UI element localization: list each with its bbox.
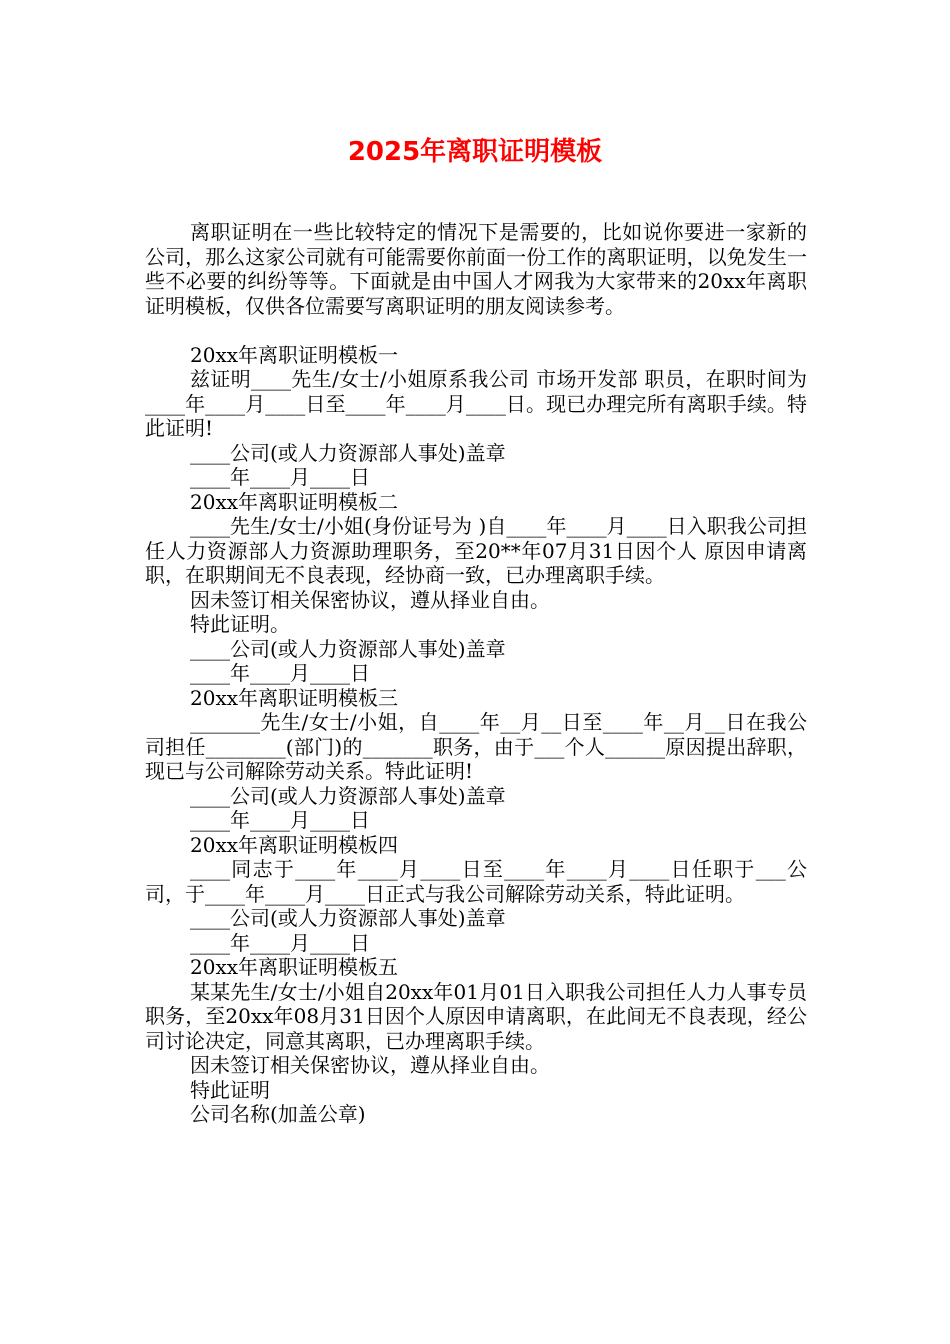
- template-2-confidentiality: 因未签订相关保密协议，遵从择业自由。: [190, 587, 550, 612]
- template-2-heading: 20xx年离职证明模板二: [190, 489, 399, 514]
- template-5-heading: 20xx年离职证明模板五: [190, 955, 399, 979]
- intro-paragraph: 离职证明在一些比较特定的情况下是需要的，比如说你要进一家新的公司，那么这家公司就有可能需要你前面一份工作的离职证明，以免发生一些不必要的纠纷等等。下面就是由中国人才网我为大家带来的20xx年离职证明模板，仅供各位需要写离职证明的朋友阅读参考。: [145, 220, 807, 318]
- template-4-heading: 20xx年离职证明模板四: [190, 832, 399, 857]
- template-2-body: ____先生/女士/小姐(身份证号为 )自____年____月____日入职我公司担任人力资源部人力资源助理职务，至20**年07月31日因个人 原因申请离职，在职期间无不良表现，经协商一致，已办理离职手续。: [145, 514, 807, 587]
- template-2-seal-line: ____公司(或人力资源部人事处)盖章: [190, 636, 506, 661]
- template-4-seal-line: ____公司(或人力资源部人事处)盖章: [190, 906, 506, 930]
- template-5-confidentiality: 因未签订相关保密协议，遵从择业自由。: [190, 1053, 550, 1077]
- template-5-body: 某某先生/女士/小姐自20xx年01月01日入职我公司担任人力人事专员职务，至20xx年08月31日因个人原因申请离职，在此间无不良表现，经公司讨论决定，同意其离职，已办理离职手续。: [145, 979, 807, 1053]
- template-4-date-line: ____年____月____日: [190, 930, 370, 955]
- template-3-seal-line: ____公司(或人力资源部人事处)盖章: [190, 783, 506, 808]
- template-2-certify: 特此证明。: [190, 612, 290, 636]
- document-body: [145, 220, 807, 1127]
- template-1-body: 兹证明____先生/女士/小姐原系我公司 市场开发部 职员，在职时间为____年____月____日至____年____月____日。现已办理完所有离职手续。特此证明!: [145, 367, 807, 440]
- template-1-seal-line: ____公司(或人力资源部人事处)盖章: [190, 440, 506, 465]
- template-5-company-seal: 公司名称(加盖公章): [190, 1102, 366, 1126]
- template-3-body: _______先生/女士/小姐，自____年__月__日至____年__月__日在我公司担任________(部门)的_______职务，由于___个人______原因提出辞职，现已与公司解除劳动关系。特此证明!: [145, 710, 807, 783]
- template-5-certify: 特此证明: [190, 1077, 270, 1102]
- template-4-body: ____同志于____年____月____日至____年____月____日任职于___公司，于____年____月____日正式与我公司解除劳动关系，特此证明。: [145, 857, 807, 906]
- template-1-date-line: ____年____月____日: [190, 465, 370, 489]
- template-3-date-line: ____年____月____日: [190, 808, 370, 832]
- template-2-date-line: ____年____月____日: [190, 661, 370, 685]
- paragraph-gap: [145, 318, 807, 343]
- template-1-heading: 20xx年离职证明模板一: [190, 342, 399, 367]
- template-3-heading: 20xx年离职证明模板三: [190, 685, 399, 710]
- document-title: 2025年离职证明模板: [347, 137, 603, 167]
